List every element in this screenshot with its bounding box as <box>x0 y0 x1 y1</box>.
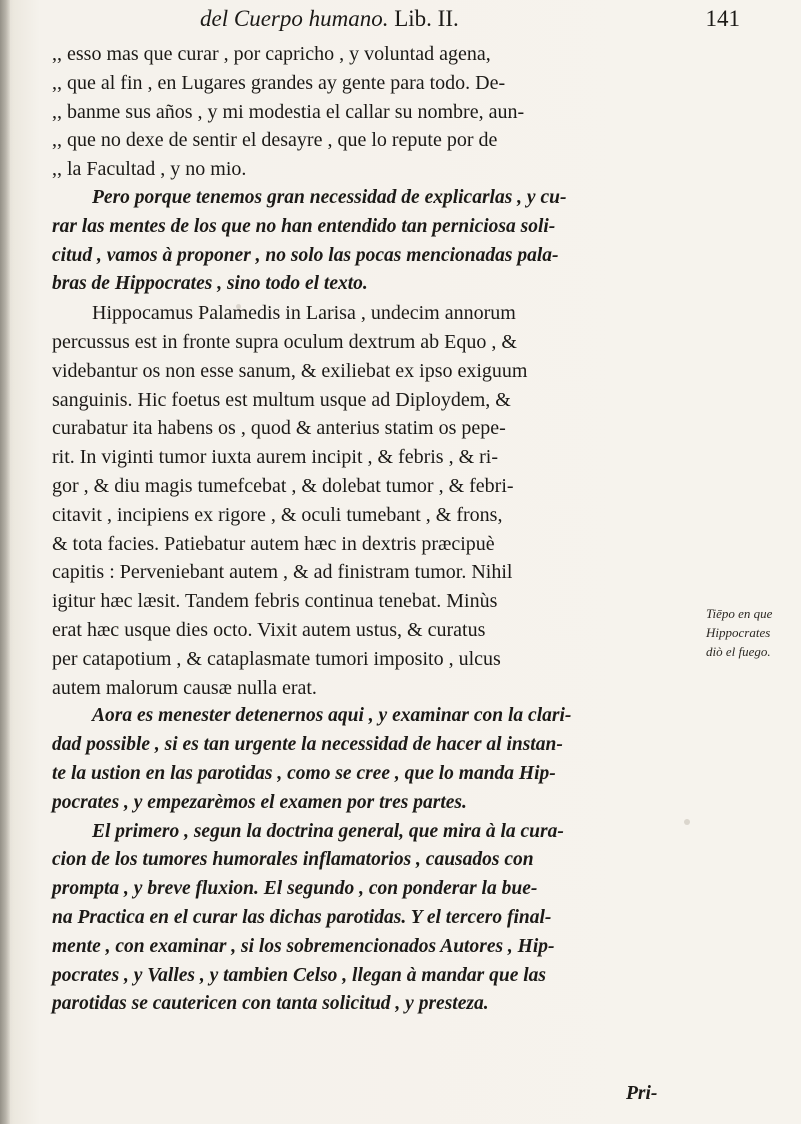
text-line: curabatur ita habens os , quod & anterius statim os pepe- <box>52 417 506 440</box>
paper-stain <box>236 304 241 309</box>
text-line: percussus est in fronte supra oculum dextrum ab Equo , & <box>52 330 517 353</box>
text-line: cion de los tumores humorales inflamatorios , causados con <box>52 849 534 871</box>
text-line: prompta , y breve fluxion. El segundo , con ponderar la bue- <box>52 878 538 900</box>
marginal-note-line: Tiēpo en que <box>706 606 773 621</box>
page-number: 141 <box>705 6 740 31</box>
text-line: pocrates , y empezarèmos el examen por tres partes. <box>52 791 467 813</box>
text-line: ,, esso mas que curar , por capricho , y voluntad agena, <box>52 43 491 65</box>
text-line: gor , & diu magis tumefcebat , & dolebat tumor , & febri- <box>52 474 514 497</box>
text-line: & tota facies. Patiebatur autem hæc in dextris præcipuè <box>52 532 495 555</box>
running-head <box>200 6 459 32</box>
text-line: El primero , segun la doctrina general, que mira à la cura- <box>92 820 564 842</box>
text-line: igitur hæc læsit. Tandem febris continua tenebat. Minùs <box>52 590 498 613</box>
text-line: autem malorum causæ nulla erat. <box>52 676 317 699</box>
text-line: ,, banme sus años , y mi modestia el callar su nombre, aun- <box>52 100 525 123</box>
marginal-note-line: diò el fuego. <box>706 644 771 659</box>
text-line: Pero porque tenemos gran necessidad de explicarlas , y cu- <box>92 186 567 208</box>
text-line: dad possible , si es tan urgente la necessidad de hacer al instan- <box>52 734 563 756</box>
text-line: na Practica en el curar las dichas parotidas. Y el tercero final- <box>52 906 552 928</box>
text-line: Hippocamus Palamedis in Larisa , undecim annorum <box>92 302 516 325</box>
paper-stain <box>684 819 690 825</box>
catchword: Pri- <box>626 1083 658 1104</box>
text-line: ,, la Facultad , y no mio. <box>52 158 247 181</box>
running-head-title: del Cuerpo humano. <box>200 6 389 31</box>
marginal-note-line: Hippocrates <box>706 625 771 640</box>
text-line: pocrates , y Valles , y tambien Celso , llegan à mandar que las <box>52 964 547 986</box>
text-line: capitis : Perveniebant autem , & ad finistram tumor. Nihil <box>52 561 513 584</box>
text-line: per catapotium , & cataplasmate tumori imposito , ulcus <box>52 647 501 670</box>
page-binding-shadow <box>0 0 10 1124</box>
text-line: ,, que no dexe de sentir el desayre , que lo repute por de <box>52 129 498 152</box>
body-text <box>52 40 712 1019</box>
text-line: Aora es menester detenernos aqui , y examinar con la clari- <box>92 705 572 727</box>
text-line: citavit , incipiens ex rigore , & oculi tumebant , & frons, <box>52 503 503 526</box>
text-line: rit. In viginti tumor iuxta aurem incipit , & febris , & ri- <box>52 446 499 469</box>
marginal-note <box>706 604 796 661</box>
text-line: te la ustion en las parotidas , como se cree , que lo manda Hip- <box>52 762 556 784</box>
text-line: videbantur os non esse sanum, & exiliebat ex ipso exiguum <box>52 359 528 382</box>
text-line: sanguinis. Hic foetus est multum usque ad Diploydem, & <box>52 388 511 411</box>
text-line: ,, que al fin , en Lugares grandes ay gente para todo. De- <box>52 71 506 94</box>
page-header <box>200 6 740 38</box>
text-line: citud , vamos à proponer , no solo las pocas mencionadas pala- <box>52 244 559 266</box>
text-line: bras de Hippocrates , sino todo el texto. <box>52 273 368 295</box>
text-line: rar las mentes de los que no han entendido tan perniciosa soli- <box>52 215 556 237</box>
text-line: parotidas se cautericen con tanta solicitud , y presteza. <box>52 993 489 1015</box>
running-head-book: Lib. II. <box>394 6 459 31</box>
text-line: erat hæc usque dies octo. Vixit autem ustus, & curatus <box>52 618 486 641</box>
text-line: mente , con examinar , si los sobremencionados Autores , Hip- <box>52 935 555 957</box>
